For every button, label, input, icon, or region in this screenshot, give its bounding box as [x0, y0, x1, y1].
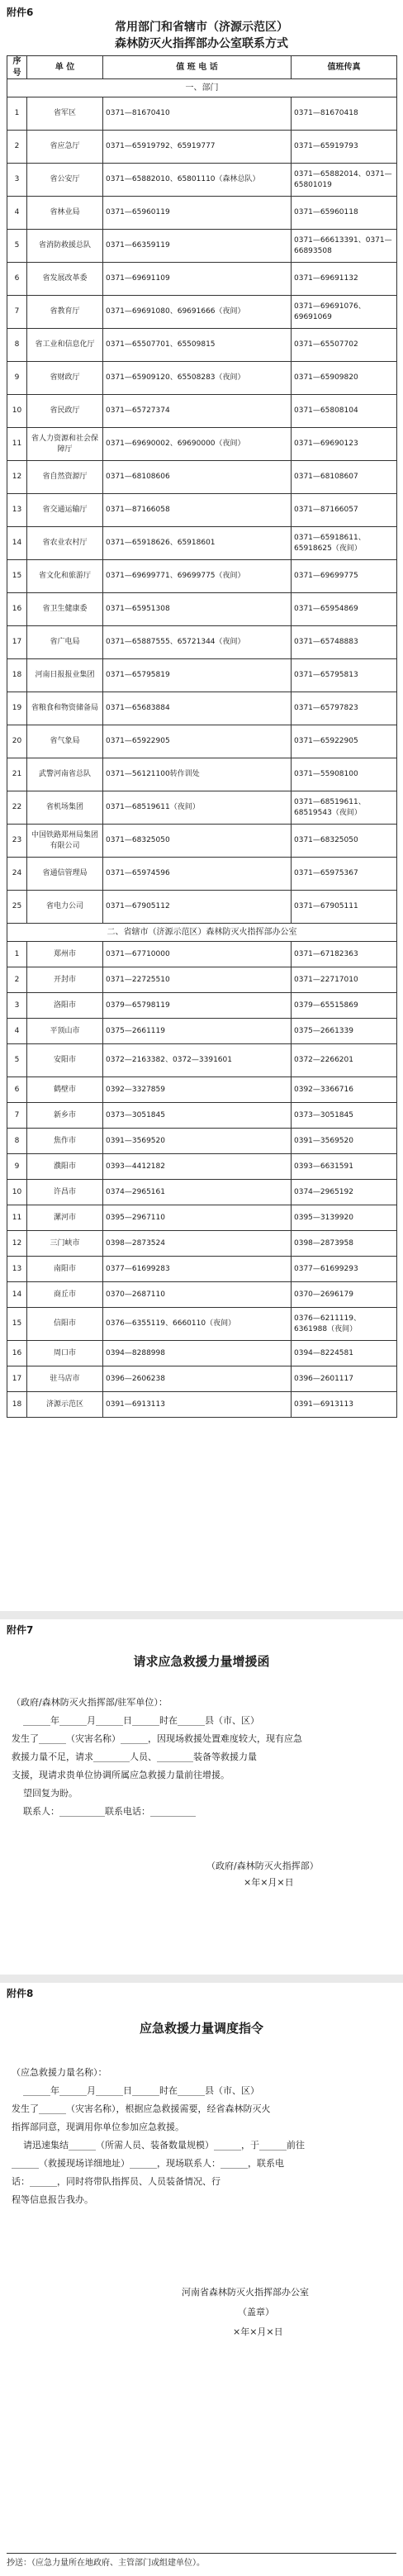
row-duty-fax: 0371—65795813: [292, 659, 397, 692]
row-duty-fax: 0371—67905111: [292, 891, 397, 924]
row-duty-fax: 0396—2601117: [292, 1366, 397, 1392]
row-unit: 郑州市: [27, 942, 103, 967]
section-cities: [7, 924, 397, 942]
row-duty-phone: 0371—65507701、65509815: [103, 329, 292, 362]
row-duty-fax: 0372—2266201: [292, 1044, 397, 1077]
row-index: 11: [7, 428, 27, 461]
row-duty-phone: 0371—65918626、65918601: [103, 527, 292, 560]
row-index: 25: [7, 891, 27, 924]
row-duty-fax: 0370—2696179: [292, 1282, 397, 1308]
row-duty-fax: 0376—6211119、6361988（夜间）: [292, 1308, 397, 1341]
row-duty-fax: 0371—65960118: [292, 197, 397, 230]
row-index: 7: [7, 296, 27, 329]
row-unit: 许昌市: [27, 1180, 103, 1205]
row-index: 21: [7, 758, 27, 791]
section-departments-label: 一、部门: [7, 79, 397, 97]
header-duty-fax: 值班传真: [292, 56, 397, 79]
body-line: 救援力量不足，请求________人员、________装备等救援力量: [12, 1751, 257, 1762]
table-row: [7, 1341, 397, 1366]
row-index: 9: [7, 362, 27, 395]
dispatch-seal: （盖章）: [238, 2307, 274, 2317]
section-cities-label: 二、省辖市（济源示范区）森林防灭火指挥部办公室: [7, 924, 397, 942]
row-duty-phone: 0372—2163382、0372—3391601: [103, 1044, 292, 1077]
table-row: [7, 131, 397, 164]
row-index: 6: [7, 263, 27, 296]
row-duty-phone: 0371—69691080、69691666（夜间）: [103, 296, 292, 329]
row-duty-phone: 0373—3051845: [103, 1103, 292, 1129]
table-row: [7, 993, 397, 1019]
row-duty-phone: 0377—61699283: [103, 1257, 292, 1282]
attachment-6-label: 附件6: [7, 7, 34, 18]
table-row: [7, 197, 397, 230]
table-row: [7, 296, 397, 329]
table-body: [7, 79, 397, 1418]
row-unit: 中国铁路郑州局集团有限公司: [27, 825, 103, 858]
request-letter-title: 请求应急救援力量增援函: [133, 1654, 270, 1669]
table-row: [7, 593, 397, 626]
table-row: [7, 1205, 397, 1231]
row-unit: 濮阳市: [27, 1154, 103, 1180]
table-row: [7, 942, 397, 967]
row-unit: 开封市: [27, 967, 103, 993]
table-row: [7, 1282, 397, 1308]
row-index: 14: [7, 1282, 27, 1308]
table-row: [7, 1019, 397, 1044]
row-duty-fax: 0371—65918611、65918625（夜间）: [292, 527, 397, 560]
row-duty-fax: 0373—3051845: [292, 1103, 397, 1129]
row-index: 2: [7, 967, 27, 993]
row-unit: 周口市: [27, 1341, 103, 1366]
row-duty-fax: 0394—8224581: [292, 1341, 397, 1366]
row-index: 19: [7, 692, 27, 725]
row-duty-fax: 0371—68325050: [292, 825, 397, 858]
body-line: 话：______，同时将带队指挥员、人员装备情况、行: [12, 2176, 220, 2187]
row-duty-phone: 0371—65795819: [103, 659, 292, 692]
row-unit: 武警河南省总队: [27, 758, 103, 791]
row-unit: 省教育厅: [27, 296, 103, 329]
row-duty-phone: 0371—87166058: [103, 494, 292, 527]
row-index: 13: [7, 1257, 27, 1282]
row-unit: 省机场集团: [27, 791, 103, 825]
row-index: 17: [7, 1366, 27, 1392]
row-unit: 河南日报报业集团: [27, 659, 103, 692]
row-index: 2: [7, 131, 27, 164]
table-row: [7, 395, 397, 428]
row-duty-phone: 0371—69690002、69690000（夜间）: [103, 428, 292, 461]
table-row: [7, 1180, 397, 1205]
row-duty-phone: 0394—8288998: [103, 1341, 292, 1366]
table-row: [7, 1044, 397, 1077]
attachment-7-label: 附件7: [7, 1624, 34, 1636]
dispatch-date: ×年×月×日: [233, 2326, 283, 2337]
row-duty-fax: 0391—3569520: [292, 1129, 397, 1154]
row-index: 20: [7, 725, 27, 758]
table-row: [7, 362, 397, 395]
body-line: （政府/森林防灭火指挥部/驻军单位）：: [12, 1697, 168, 1708]
row-duty-phone: 0371—65727374: [103, 395, 292, 428]
row-duty-fax: 0371—65922905: [292, 725, 397, 758]
row-unit: 信阳市: [27, 1308, 103, 1341]
row-index: 5: [7, 1044, 27, 1077]
table-row: [7, 164, 397, 197]
row-duty-fax: 0395—3139920: [292, 1205, 397, 1231]
row-unit: 省财政厅: [27, 362, 103, 395]
row-duty-phone: 0393—4412182: [103, 1154, 292, 1180]
row-index: 11: [7, 1205, 27, 1231]
table-row: [7, 560, 397, 593]
header-unit: 单 位: [27, 56, 103, 79]
request-signature: （政府/森林防灭火指挥部）: [206, 1861, 319, 1871]
body-line: 指挥部同意，现调用你单位参加应急救援。: [12, 2122, 184, 2132]
row-duty-phone: 0371—69699771、69699775（夜间）: [103, 560, 292, 593]
row-duty-phone: 0371—22725510: [103, 967, 292, 993]
row-index: 1: [7, 942, 27, 967]
row-index: 17: [7, 626, 27, 659]
row-duty-fax: 0371—69699775: [292, 560, 397, 593]
row-duty-phone: 0391—6913113: [103, 1392, 292, 1418]
row-duty-phone: 0375—2661119: [103, 1019, 292, 1044]
dispatch-order-title: 应急救援力量调度指令: [139, 2021, 263, 2036]
header-duty-phone: 值 班 电 话: [103, 56, 292, 79]
row-index: 15: [7, 1308, 27, 1341]
table-row: [7, 1392, 397, 1418]
row-unit: 平顶山市: [27, 1019, 103, 1044]
table-row: [7, 758, 397, 791]
table-row: [7, 1077, 397, 1103]
dispatch-signature: 河南省森林防灭火指挥部办公室: [182, 2287, 309, 2298]
row-duty-phone: 0371—65909120、65508283（夜间）: [103, 362, 292, 395]
row-duty-fax: 0393—6631591: [292, 1154, 397, 1180]
row-duty-fax: 0371—69691132: [292, 263, 397, 296]
row-index: 9: [7, 1154, 27, 1180]
row-index: 23: [7, 825, 27, 858]
row-unit: 省广电局: [27, 626, 103, 659]
row-duty-fax: 0392—3366716: [292, 1077, 397, 1103]
row-duty-phone: 0371—65974596: [103, 858, 292, 891]
table-row: [7, 97, 397, 131]
attachment-8-label: 附件8: [7, 1988, 34, 1999]
row-index: 15: [7, 560, 27, 593]
contact-title-line2: 森林防灭火指挥部办公室联系方式: [115, 37, 288, 50]
table-row: [7, 494, 397, 527]
row-unit: 驻马店市: [27, 1366, 103, 1392]
row-index: 8: [7, 1129, 27, 1154]
row-duty-phone: 0371—65922905: [103, 725, 292, 758]
contact-title-line1: 常用部门和省辖市（济源示范区）: [115, 21, 288, 34]
row-unit: 省卫生健康委: [27, 593, 103, 626]
row-duty-phone: 0396—2606238: [103, 1366, 292, 1392]
row-index: 10: [7, 395, 27, 428]
row-duty-fax: 0371—81670418: [292, 97, 397, 131]
table-row: [7, 891, 397, 924]
row-duty-fax: 0371—65919793: [292, 131, 397, 164]
row-duty-phone: 0371—65887555、65721344（夜间）: [103, 626, 292, 659]
row-duty-fax: 0371—87166057: [292, 494, 397, 527]
row-index: 1: [7, 97, 27, 131]
row-unit: 省应急厅: [27, 131, 103, 164]
row-duty-phone: 0374—2965161: [103, 1180, 292, 1205]
row-duty-fax: 0371—68519611、68519543（夜间）: [292, 791, 397, 825]
row-unit: 省文化和旅游厅: [27, 560, 103, 593]
table-row: [7, 1257, 397, 1282]
row-duty-fax: 0371—65909820: [292, 362, 397, 395]
row-duty-phone: 0398—2873524: [103, 1231, 292, 1257]
table-row: [7, 329, 397, 362]
row-duty-phone: 0371—56121100转作训处: [103, 758, 292, 791]
row-duty-fax: 0371—69690123: [292, 428, 397, 461]
row-duty-phone: 0371—65960119: [103, 197, 292, 230]
row-duty-phone: 0371—81670410: [103, 97, 292, 131]
table-row: [7, 230, 397, 263]
request-date: ×年×月×日: [244, 1877, 294, 1888]
row-duty-phone: 0395—2967110: [103, 1205, 292, 1231]
body-line: 发生了______（灾害名称），根据应急救援需要，经省森林防灭火: [12, 2103, 271, 2114]
row-duty-phone: 0371—65919792、65919777: [103, 131, 292, 164]
header-index: 序号: [7, 56, 27, 79]
row-duty-fax: 0371—65808104: [292, 395, 397, 428]
body-line: 发生了______（灾害名称）______，因现场救援处置难度较大，现有应急: [12, 1733, 302, 1744]
row-duty-fax: 0371—55908100: [292, 758, 397, 791]
body-line: ______（救援现场详细地址）______，现场联系人：______，联系电: [12, 2158, 284, 2169]
row-duty-fax: 0371—69691076、69691069: [292, 296, 397, 329]
row-duty-phone: 0371—65951308: [103, 593, 292, 626]
row-index: 6: [7, 1077, 27, 1103]
row-unit: 省交通运输厅: [27, 494, 103, 527]
row-index: 3: [7, 993, 27, 1019]
body-line: 望回复为盼。: [12, 1788, 78, 1799]
row-index: 5: [7, 230, 27, 263]
row-duty-phone: 0371—69691109: [103, 263, 292, 296]
row-index: 8: [7, 329, 27, 362]
row-index: 7: [7, 1103, 27, 1129]
row-index: 10: [7, 1180, 27, 1205]
row-unit: 省工业和信息化厅: [27, 329, 103, 362]
table-row: [7, 725, 397, 758]
table-row: [7, 967, 397, 993]
row-index: 12: [7, 1231, 27, 1257]
row-unit: 商丘市: [27, 1282, 103, 1308]
attachment-7-page: [0, 1619, 403, 1975]
dispatch-cc-footnote: 抄送：（应急力量所在地政府、主管部门或组建单位）。: [7, 2559, 205, 2568]
row-duty-phone: 0371—66359119: [103, 230, 292, 263]
row-duty-phone: 0371—65683884: [103, 692, 292, 725]
row-unit: 安阳市: [27, 1044, 103, 1077]
attachment-8-page: [0, 1983, 403, 2576]
table-row: [7, 659, 397, 692]
row-unit: 省消防救援总队: [27, 230, 103, 263]
row-duty-phone: 0370—2687110: [103, 1282, 292, 1308]
table-row: [7, 1308, 397, 1341]
row-unit: 省民政厅: [27, 395, 103, 428]
row-duty-fax: 0371—65975367: [292, 858, 397, 891]
row-unit: 省林业局: [27, 197, 103, 230]
row-duty-phone: 0371—65882010、65801110（森林总队）: [103, 164, 292, 197]
body-line: 联系人：__________联系电话：__________: [12, 1806, 196, 1817]
row-duty-phone: 0376—6355119、6660110（夜间）: [103, 1308, 292, 1341]
table-header-row: [7, 56, 397, 79]
row-index: 22: [7, 791, 27, 825]
row-duty-phone: 0371—68108606: [103, 461, 292, 494]
row-duty-phone: 0371—68519611（夜间）: [103, 791, 292, 825]
section-departments: [7, 79, 397, 97]
table-row: [7, 428, 397, 461]
row-duty-fax: 0398—2873958: [292, 1231, 397, 1257]
row-unit: 省自然资源厅: [27, 461, 103, 494]
row-index: 16: [7, 593, 27, 626]
row-unit: 三门峡市: [27, 1231, 103, 1257]
row-index: 14: [7, 527, 27, 560]
row-unit: 省粮食和物资储备局: [27, 692, 103, 725]
table-row: [7, 1103, 397, 1129]
row-index: 13: [7, 494, 27, 527]
row-unit: 南阳市: [27, 1257, 103, 1282]
table-row: [7, 791, 397, 825]
body-line: 程等信息报告我办。: [12, 2194, 93, 2205]
table-row: [7, 858, 397, 891]
row-index: 4: [7, 1019, 27, 1044]
table-row: [7, 461, 397, 494]
row-unit: 省通信管理局: [27, 858, 103, 891]
row-unit: 鹤壁市: [27, 1077, 103, 1103]
row-duty-fax: 0371—65748883: [292, 626, 397, 659]
table-row: [7, 825, 397, 858]
body-line: 支援，现请求贵单位协调所属应急救援力量前往增援。: [12, 1770, 230, 1780]
row-unit: 省人力资源和社会保障厅: [27, 428, 103, 461]
row-duty-fax: 0375—2661339: [292, 1019, 397, 1044]
row-duty-phone: 0371—67710000: [103, 942, 292, 967]
table-row: [7, 1129, 397, 1154]
row-index: 4: [7, 197, 27, 230]
row-unit: 省气象局: [27, 725, 103, 758]
row-duty-fax: 0379—65515869: [292, 993, 397, 1019]
row-index: 24: [7, 858, 27, 891]
row-duty-fax: 0377—61699293: [292, 1257, 397, 1282]
row-index: 3: [7, 164, 27, 197]
table-row: [7, 692, 397, 725]
row-duty-fax: 0391—6913113: [292, 1392, 397, 1418]
row-duty-fax: 0371—66613391、0371—66893508: [292, 230, 397, 263]
row-duty-fax: 0371—67182363: [292, 942, 397, 967]
row-duty-phone: 0371—68325050: [103, 825, 292, 858]
row-duty-fax: 0371—65954869: [292, 593, 397, 626]
row-duty-fax: 0371—22717010: [292, 967, 397, 993]
row-duty-fax: 0371—68108607: [292, 461, 397, 494]
row-unit: 省农业农村厅: [27, 527, 103, 560]
row-unit: 济源示范区: [27, 1392, 103, 1418]
row-index: 18: [7, 1392, 27, 1418]
row-unit: 省公安厅: [27, 164, 103, 197]
row-duty-fax: 0371—65507702: [292, 329, 397, 362]
body-line: 请迅速集结______（所需人员、装备数量规模）______，于______前往: [12, 2140, 305, 2151]
row-duty-phone: 0391—3569520: [103, 1129, 292, 1154]
row-index: 16: [7, 1341, 27, 1366]
table-row: [7, 626, 397, 659]
row-unit: 焦作市: [27, 1129, 103, 1154]
row-duty-phone: 0379—65798119: [103, 993, 292, 1019]
body-line: ______年______月______日______时在______县（市、区）: [12, 2085, 259, 2096]
row-duty-phone: 0392—3327859: [103, 1077, 292, 1103]
row-unit: 省电力公司: [27, 891, 103, 924]
table-row: [7, 263, 397, 296]
table-row: [7, 527, 397, 560]
row-duty-fax: 0371—65882014、0371—65801019: [292, 164, 397, 197]
row-index: 12: [7, 461, 27, 494]
table-row: [7, 1366, 397, 1392]
row-unit: 新乡市: [27, 1103, 103, 1129]
body-line: ______年______月______日______时在______县（市、区）: [12, 1715, 259, 1726]
row-unit: 漯河市: [27, 1205, 103, 1231]
contact-table: [7, 55, 397, 1418]
row-duty-fax: 0371—65797823: [292, 692, 397, 725]
table-row: [7, 1231, 397, 1257]
table-row: [7, 1154, 397, 1180]
row-duty-fax: 0374—2965192: [292, 1180, 397, 1205]
row-index: 18: [7, 659, 27, 692]
body-line: （应急救援力量名称）：: [12, 2067, 107, 2078]
row-unit: 省军区: [27, 97, 103, 131]
row-unit: 省发展改革委: [27, 263, 103, 296]
row-unit: 洛阳市: [27, 993, 103, 1019]
row-duty-phone: 0371—67905112: [103, 891, 292, 924]
